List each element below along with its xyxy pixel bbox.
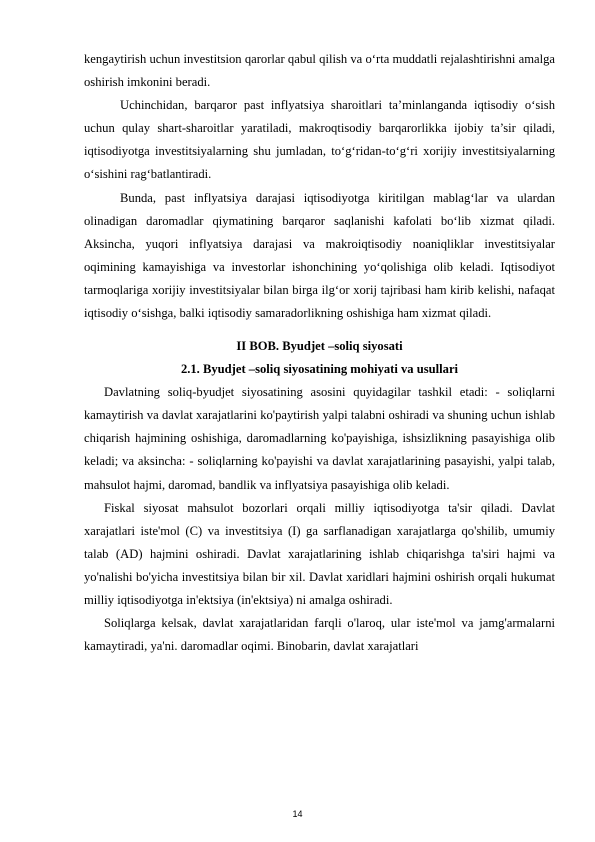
paragraph-fiscal-basis: Davlatning soliq-byudjet siyosatining asosini quyidagilar tashkil etadi: - soliqlarni kamaytirish va davlat xarajatlarini ko'paytirish yalpi talabni oshiradi va shuning uchun ishlab chiqarish hajmining oshishiga, daromadlarning ko'payishiga, ishsizlikning pasayishiga olib keladi; va aksincha: - soliqlarning ko'payishi va davlat xarajatlarining pasayishi, yalpi talab, mahsulot hajmi, daromad, bandlik va inflyatsiya pasayishiga olib keladi. <box>84 385 555 492</box>
spacer <box>84 325 555 335</box>
chapter-title: II BOB. Byudjet –soliq siyosati <box>236 339 403 354</box>
paragraph-thirdly: Uchinchidan, barqaror past inflyatsiya sharoitlari ta’minlanganda iqtisodiy o‘sish uchun qulay shart-sharoitlar yaratiladi, makroqtisodiy barqarorlikka ijobiy ta’sir qiladi, iqtisodiyotga investitsiyalarning shu jumladan, to‘g‘ridan-to‘g‘ri xorijiy investitsiyalarning o‘sishini rag‘batlantiradi. <box>84 98 555 182</box>
paragraph-fiscal-policy: Fiskal siyosat mahsulot bozorlari orqali milliy iqtisodiyotga ta'sir qiladi. Davlat xarajatlari iste'mol (C) va investitsiya (I) ga sarflanadigan xarajatlarga qo'shilib, umumiy talab (AD) hajmini oshiradi. Davlat xarajatlarining ishlab chiqarishga ta'siri hajmi va yo'nalishi bo'yicha investitsiya bilan bir xil. Davlat xaridlari hajmini oshirish orqali hukumat milliy iqtisodiyotga in'ektsiya (in'ektsiya) ni amalga oshiradi. <box>84 500 555 607</box>
paragraph-taxes: Soliqlarga kelsak, davlat xarajatlaridan farqli o'laroq, ular iste'mol va jamg'armalarni kamaytiradi, ya'ni. daromadlar oqimi. Binobarin, davlat xarajatlari <box>84 616 555 654</box>
page-number: 14 <box>292 809 303 819</box>
page-body <box>84 48 555 658</box>
paragraph-continuation: kengaytirish uchun investitsion qarorlar qabul qilish va o‘rta muddatli rejalashtirishni amalga oshirish imkonini beradi. <box>84 52 555 90</box>
section-title: 2.1. Byudjet –soliq siyosatining mohiyati va usullari <box>180 362 459 377</box>
paragraph-inflation: Bunda, past inflyatsiya darajasi iqtisodiyotga kiritilgan mablag‘lar va ulardan olinadigan daromadlar qiymatining barqaror saqlanishi kafolati bo‘lib xizmat qiladi. Aksincha, yuqori inflyatsiya darajasi va makroiqtisodiy noaniqliklar investitsiyalar oqimining kamayishiga va investorlar ishonchining yo‘qolishiga olib keladi. Iqtisodiyot tarmoqlariga xorijiy investitsiyalar bilan birga ilg‘or xorij tajribasi ham kirib kelishi, nafaqat iqtisodiy o‘sishga, balki iqtisodiy samaradorlikning oshishiga ham xizmat qiladi. <box>84 190 555 321</box>
